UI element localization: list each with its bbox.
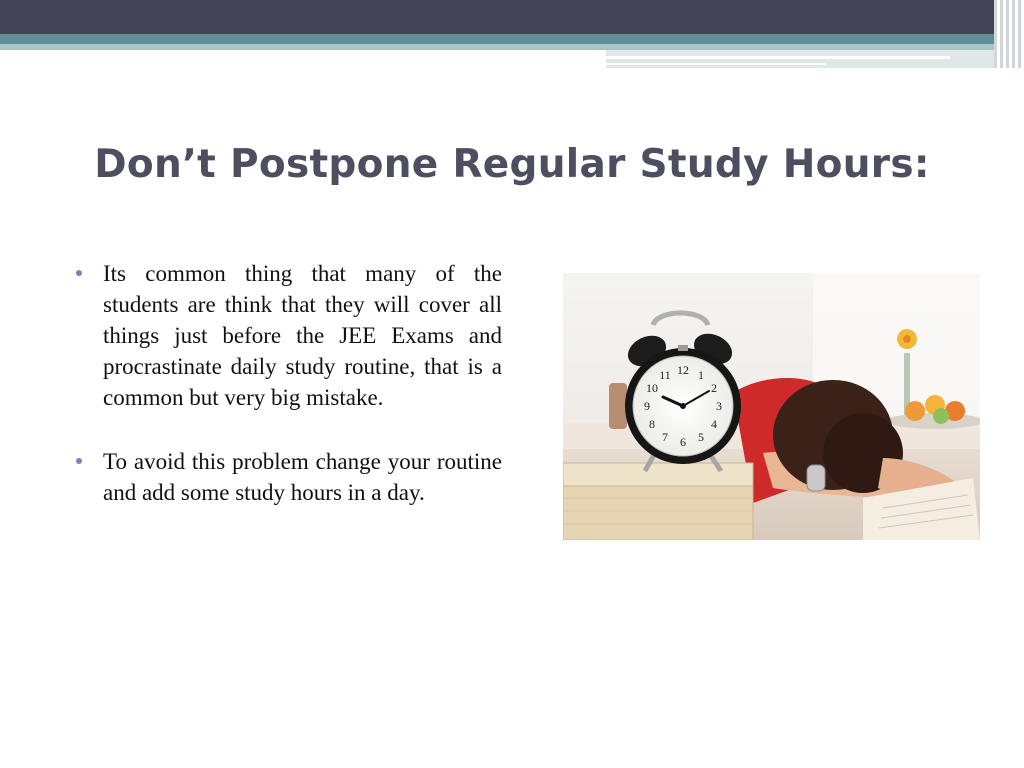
clock-numeral-4: 4 — [711, 417, 717, 431]
clock-numeral-10: 10 — [646, 381, 658, 395]
clock-numeral-5: 5 — [698, 430, 704, 444]
bullet-dot-icon — [76, 458, 82, 464]
header-accent-block — [606, 50, 996, 68]
bullet-text: Its common thing that many of the students are think that they will cover all things just before the JEE Exams and procrastinate daily study routine, that is a common but very big mistake. — [103, 261, 502, 410]
clock-numeral-1: 1 — [698, 368, 704, 382]
clock-numeral-7: 7 — [662, 430, 668, 444]
bullet-item — [76, 446, 502, 508]
header-accent-line — [606, 63, 826, 65]
book-stack — [563, 463, 753, 488]
header-side-stripes — [994, 0, 1024, 68]
wristwatch-icon — [807, 465, 825, 491]
bottle — [609, 383, 627, 429]
slide-title: Don’t Postpone Regular Study Hours: — [94, 142, 930, 187]
photo-illustration — [563, 273, 980, 540]
clock-numeral-3: 3 — [716, 399, 722, 413]
clock-numeral-11: 11 — [659, 368, 671, 382]
header-accent-line — [606, 56, 950, 59]
clock-numeral-2: 2 — [711, 381, 717, 395]
clock-numeral-12: 12 — [677, 363, 689, 377]
bullet-list — [76, 258, 502, 541]
header-banner-teal — [0, 34, 1024, 44]
clock-numeral-6: 6 — [680, 435, 686, 449]
header-banner-dark — [0, 0, 1024, 34]
clock-numeral-9: 9 — [644, 399, 650, 413]
clock-numeral-8: 8 — [649, 417, 655, 431]
bullet-item — [76, 258, 502, 413]
fruit-icon — [905, 401, 925, 421]
bullet-dot-icon — [76, 270, 82, 276]
photo-student-sleeping-alarm-clock — [563, 273, 980, 540]
bullet-text: To avoid this problem change your routine and add some study hours in a day. — [103, 449, 502, 505]
